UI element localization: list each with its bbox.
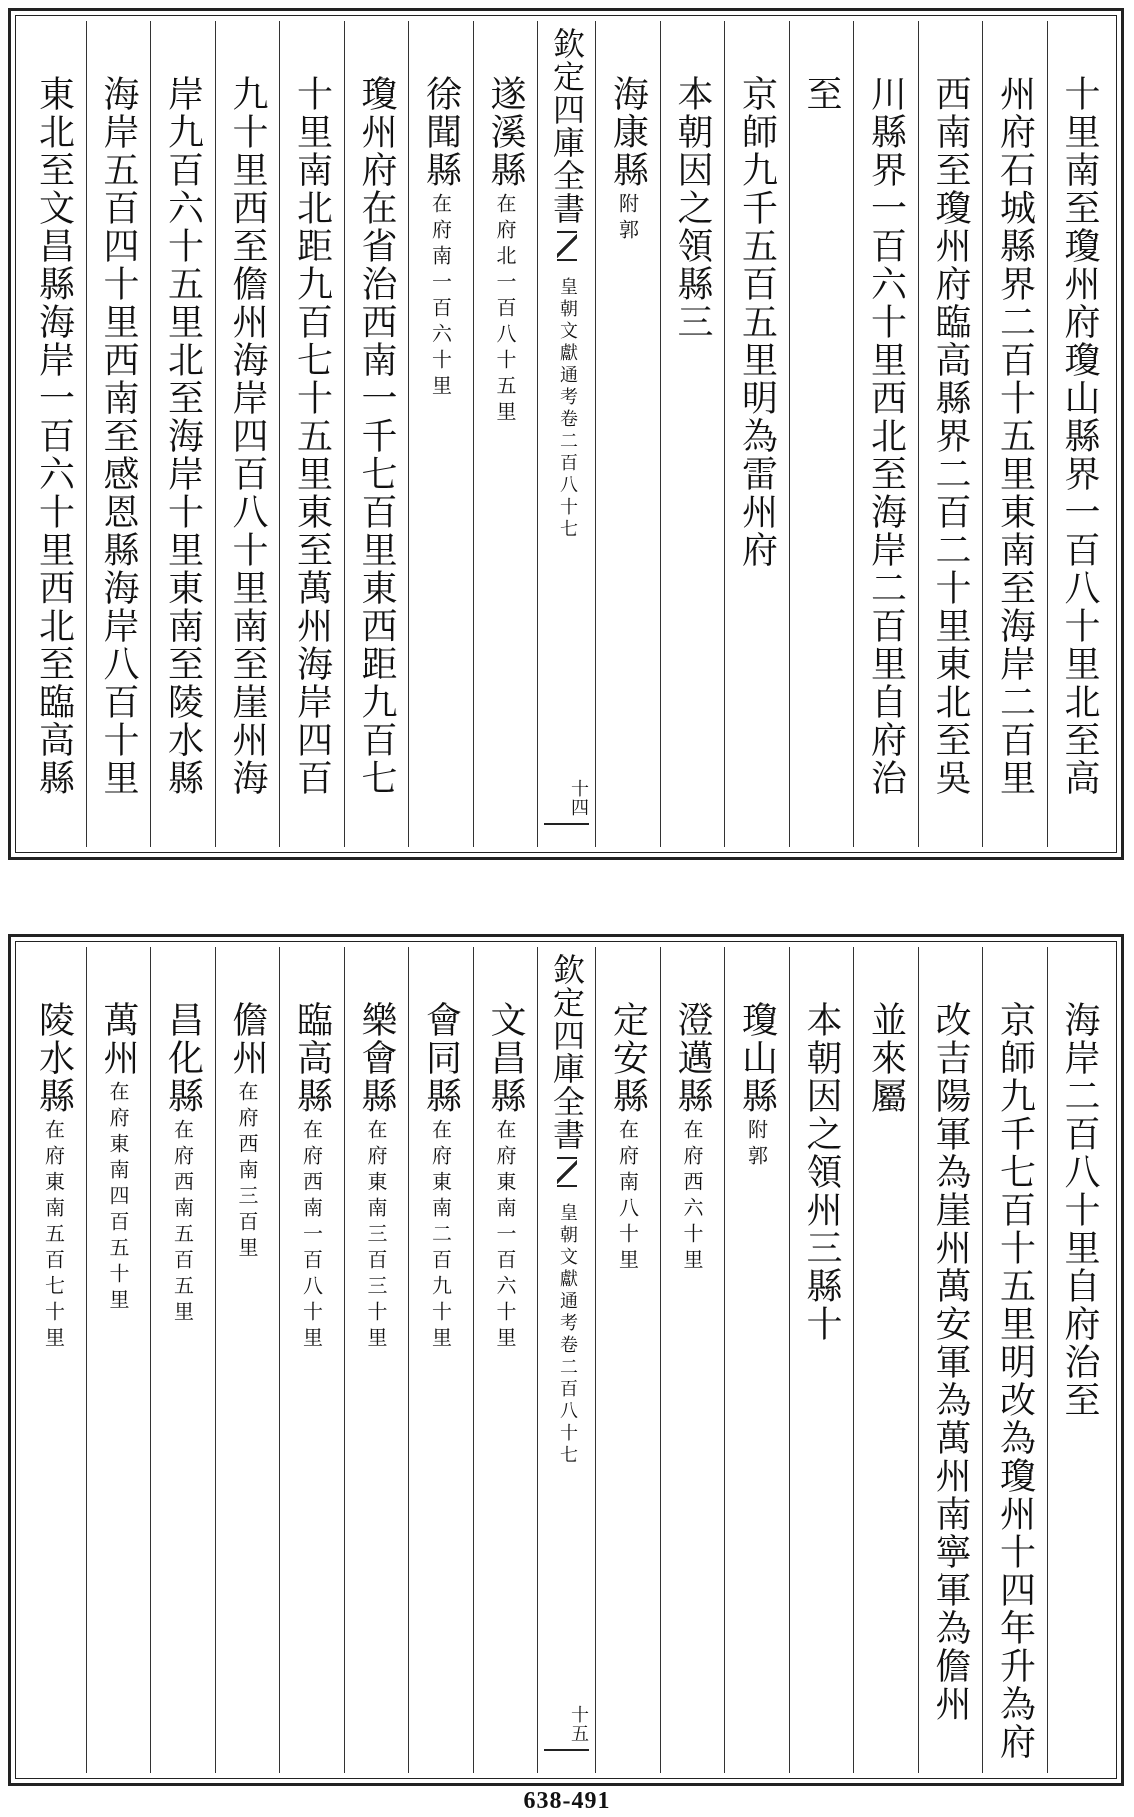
folio-number: 十五 — [544, 1705, 589, 1751]
text-column — [150, 947, 215, 1773]
column-text: 定安縣 — [607, 1001, 649, 1115]
column-text: 西南至瓊州府臨高縣界二百二十里東北至吳 — [930, 75, 971, 797]
text-column — [724, 947, 789, 1773]
upper-page — [8, 8, 1124, 860]
text-column — [595, 947, 660, 1773]
column-text: 瓊山縣 — [736, 1001, 778, 1115]
interlinear-note: 在府西南三百里 — [235, 1081, 259, 1263]
column-text: 十里南至瓊州府瓊山縣界一百八十里北至高 — [1059, 75, 1100, 797]
text-column — [408, 947, 473, 1773]
text-column — [1047, 21, 1112, 847]
interlinear-note: 在府東南四百五十里 — [106, 1081, 130, 1315]
column-text: 樂會縣 — [356, 1001, 397, 1115]
column-text: 京師九千五百五里明為雷州府 — [736, 75, 778, 569]
plate-number: 638-491 — [523, 1788, 611, 1814]
column-text: 遂溪縣 — [485, 75, 526, 189]
text-column — [473, 21, 538, 847]
column-text: 萬州 — [98, 1001, 139, 1077]
column-text: 州府石城縣界二百十五里東南至海岸二百里 — [994, 75, 1036, 797]
book-title: 欽定四庫全書 — [548, 27, 586, 225]
interlinear-note: 在府西六十里 — [680, 1119, 704, 1275]
column-text: 十里南北距九百七十五里東至萬州海岸四百 — [291, 75, 333, 797]
text-column — [86, 21, 151, 847]
interlinear-note: 在府南一百六十里 — [428, 193, 453, 401]
text-column — [595, 21, 660, 847]
text-column — [918, 21, 983, 847]
column-text: 海岸二百八十里自府治至 — [1059, 1001, 1100, 1419]
text-column — [982, 947, 1047, 1773]
text-column — [279, 21, 344, 847]
text-column — [660, 947, 725, 1773]
text-column — [344, 21, 409, 847]
text-column — [86, 947, 151, 1773]
lower-page — [8, 934, 1124, 1786]
interlinear-note: 附郭 — [744, 1119, 769, 1171]
volume-note: 皇朝文獻通考卷二百八十七 — [557, 277, 578, 541]
text-column — [918, 947, 983, 1773]
column-text: 京師九千七百十五里明改為瓊州十四年升為府 — [994, 1001, 1036, 1761]
interlinear-note: 在府北一百八十五里 — [493, 193, 517, 427]
text-column — [789, 947, 854, 1773]
interlinear-note: 在府南八十里 — [615, 1119, 640, 1275]
text-column — [724, 21, 789, 847]
text-column — [344, 947, 409, 1773]
text-column — [853, 21, 918, 847]
column-text: 儋州 — [227, 1001, 268, 1077]
volume-note: 皇朝文獻通考卷二百八十七 — [557, 1203, 578, 1467]
text-column — [789, 21, 854, 847]
column-text: 臨高縣 — [291, 1001, 333, 1115]
column-text: 昌化縣 — [162, 1001, 204, 1115]
column-text: 文昌縣 — [485, 1001, 526, 1115]
folio-number: 十四 — [544, 779, 589, 825]
column-text: 東北至文昌縣海岸一百六十里西北至臨高縣 — [33, 75, 75, 797]
interlinear-note: 在府東南一百六十里 — [493, 1119, 517, 1353]
column-text: 陵水縣 — [33, 1001, 75, 1115]
interlinear-note: 在府西南五百五里 — [170, 1119, 195, 1327]
column-text: 徐聞縣 — [420, 75, 462, 189]
column-text: 川縣界一百六十里西北至海岸二百里自府治 — [865, 75, 907, 797]
column-text: 海岸五百四十里西南至感恩縣海岸八百十里 — [98, 75, 139, 797]
text-column — [473, 947, 538, 1773]
text-column — [215, 947, 280, 1773]
column-text: 並來屬 — [865, 1001, 907, 1115]
text-column — [408, 21, 473, 847]
interlinear-note: 在府東南五百七十里 — [41, 1119, 66, 1353]
text-column — [21, 21, 86, 847]
column-text: 本朝因之領縣三 — [672, 75, 713, 341]
column-text: 岸九百六十五里北至海岸十里東南至陵水縣 — [162, 75, 204, 797]
text-column — [982, 21, 1047, 847]
text-column — [1047, 947, 1112, 1773]
column-text: 本朝因之領州三縣十 — [801, 1001, 842, 1343]
interlinear-note: 附郭 — [615, 193, 640, 245]
interlinear-note: 在府東南二百九十里 — [428, 1119, 453, 1353]
interlinear-note: 在府西南一百八十里 — [299, 1119, 324, 1353]
column-text: 會同縣 — [420, 1001, 462, 1115]
interlinear-note: 在府東南三百三十里 — [364, 1119, 388, 1353]
column-text: 澄邁縣 — [672, 1001, 713, 1115]
text-column — [279, 947, 344, 1773]
column-text: 海康縣 — [607, 75, 649, 189]
fishtail-mark-icon — [557, 231, 577, 261]
text-column — [215, 21, 280, 847]
text-column — [660, 21, 725, 847]
text-column — [853, 947, 918, 1773]
fishtail-mark-icon — [557, 1157, 577, 1187]
text-column — [21, 947, 86, 1773]
column-text: 改吉陽軍為崖州萬安軍為萬州南寧軍為儋州 — [930, 1001, 971, 1723]
column-text: 至 — [801, 75, 842, 113]
text-column — [150, 21, 215, 847]
center-fold — [537, 21, 595, 847]
column-text: 瓊州府在省治西南一千七百里東西距九百七 — [356, 75, 397, 797]
center-fold — [537, 947, 595, 1773]
column-text: 九十里西至儋州海岸四百八十里南至崖州海 — [227, 75, 268, 797]
book-title: 欽定四庫全書 — [548, 953, 586, 1151]
